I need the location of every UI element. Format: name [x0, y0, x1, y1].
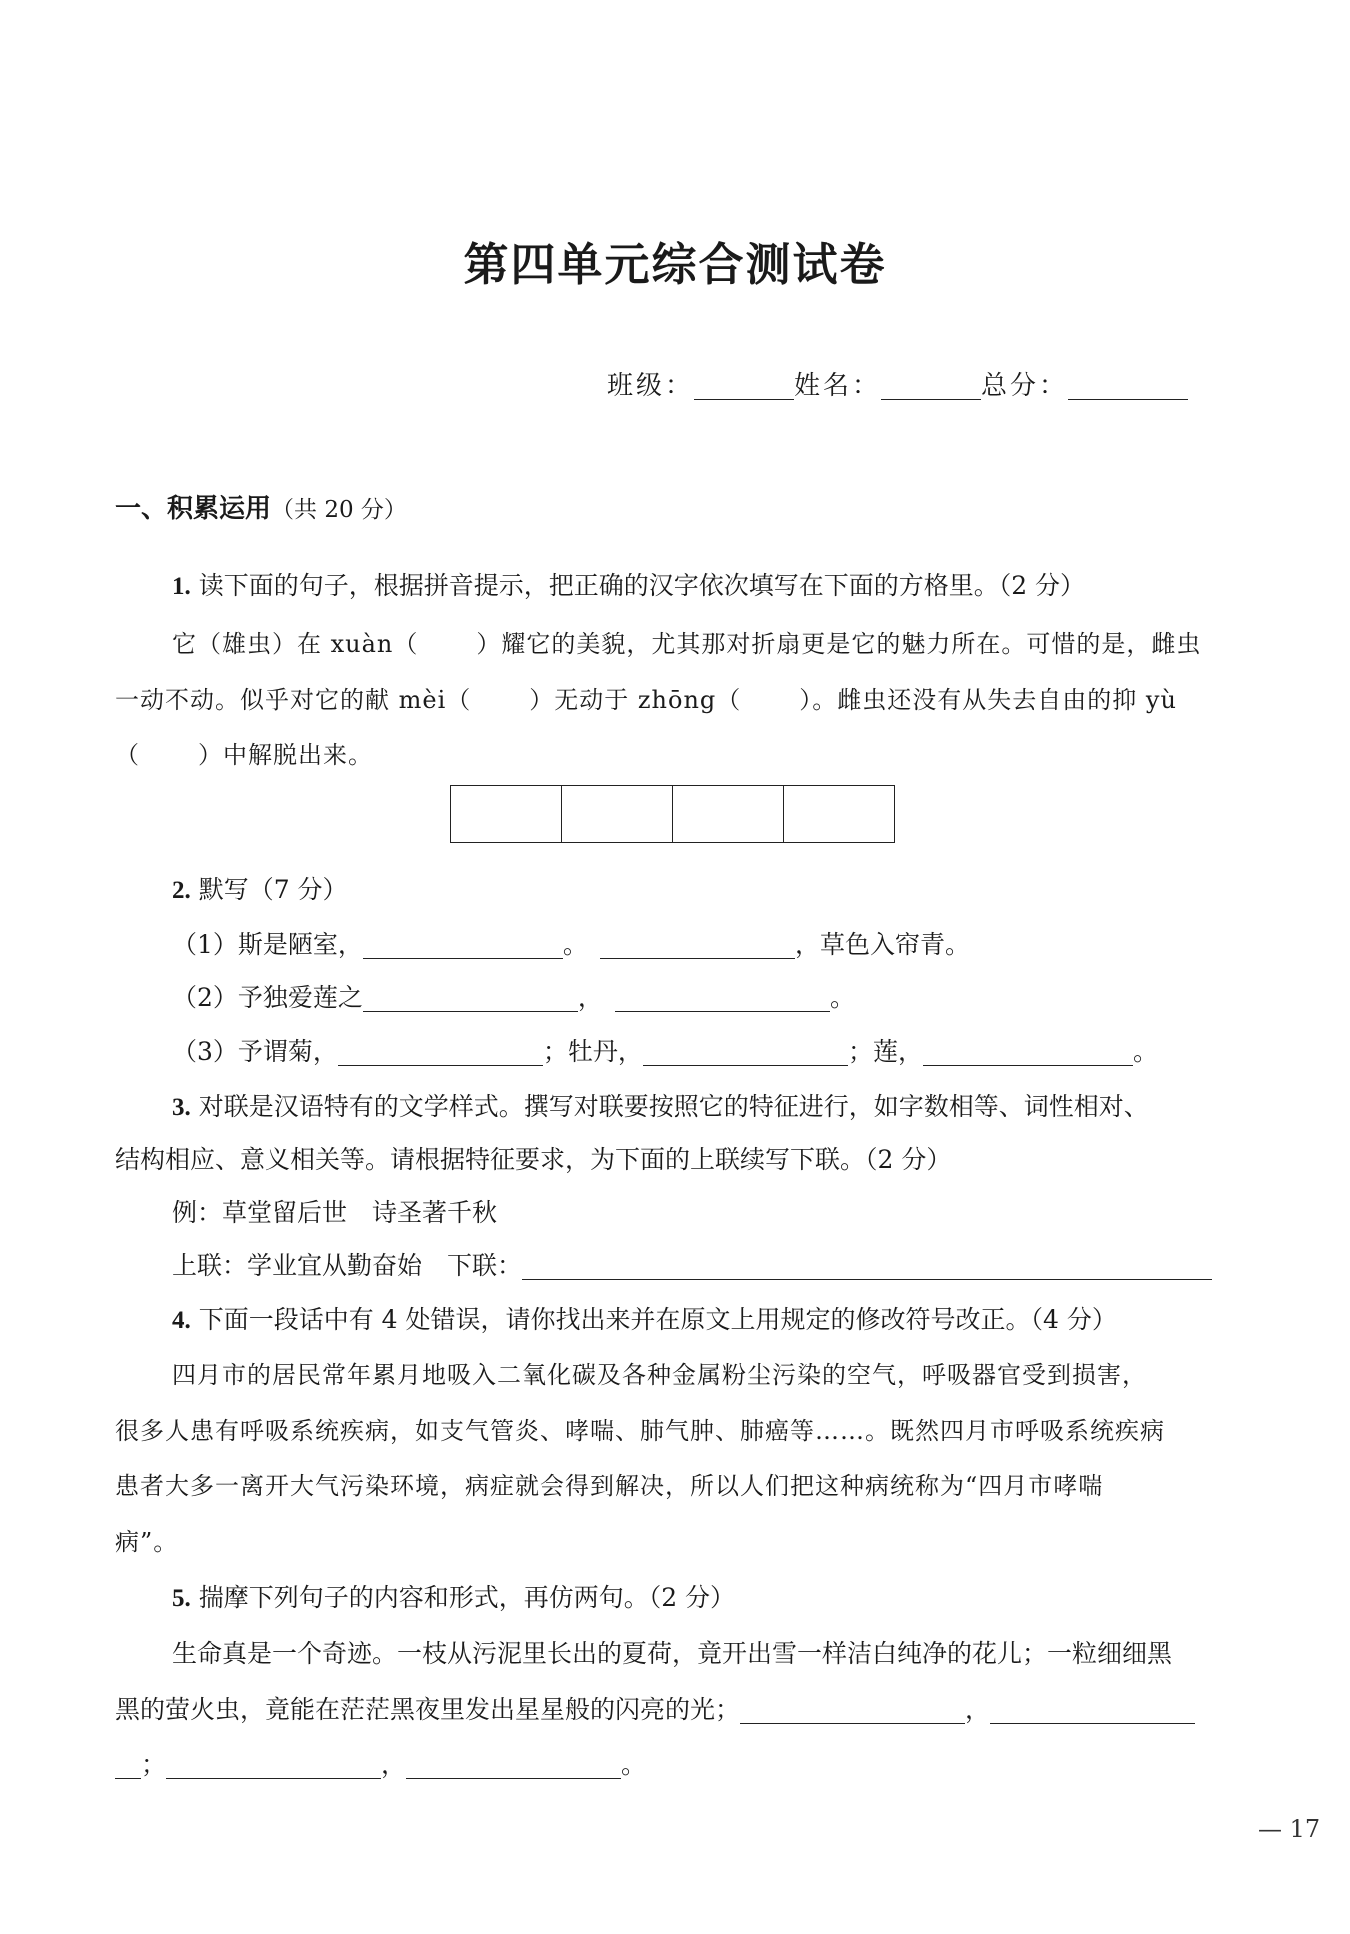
q5-prompt: 5. 揣摩下列句子的内容和形式，再仿两句。（2 分） — [172, 1583, 736, 1612]
q1-line2: 一动不动。似乎对它的献 mèi（ ）无动于 zhōng（ ）。雌虫还没有从失去自由的抑 yù — [115, 686, 1177, 714]
dictation-blank[interactable] — [615, 985, 830, 1012]
imitation-blank[interactable] — [406, 1752, 621, 1779]
q1-line3: （ ）中解脱出来。 — [115, 741, 373, 769]
q4-p4: 病”。 — [115, 1528, 179, 1556]
imitation-blank[interactable] — [115, 1752, 141, 1779]
name-label: 姓名： — [794, 371, 882, 401]
score-blank[interactable] — [1068, 373, 1188, 400]
q2-line2: （2）予独爱莲之 ， 。 — [172, 983, 855, 1012]
name-blank[interactable] — [881, 373, 981, 400]
q3-line2: 结构相应、意义相关等。请根据特征要求，为下面的上联续写下联。（2 分） — [115, 1145, 952, 1174]
q1-line1: 它（雄虫）在 xuàn（ ）耀它的美貌，尤其那对折扇更是它的魅力所在。可惜的是，雌虫 — [172, 630, 1202, 658]
dictation-blank[interactable] — [923, 1039, 1133, 1066]
score-label: 总分： — [981, 371, 1069, 401]
q5-line3: ； ， 。 — [115, 1745, 646, 1781]
q1-prompt: 1. 读下面的句子，根据拼音提示，把正确的汉字依次填写在下面的方格里。（2 分） — [172, 571, 1086, 600]
q5-line1: 生命真是一个奇迹。一枝从污泥里长出的夏荷，竟开出雪一样洁白纯净的花儿；一粒细细黑 — [172, 1639, 1173, 1668]
answer-cell[interactable] — [784, 786, 894, 842]
q3-example: 例：草堂留后世 诗圣著千秋 — [172, 1198, 498, 1227]
section-heading: 一、积累运用（共 20 分） — [115, 494, 407, 524]
q2-prompt: 2. 默写（7 分） — [172, 875, 348, 904]
q3-upper: 上联：学业宜从勤奋始 下联： — [172, 1246, 1212, 1282]
q2-line3: （3）予谓菊， ；牡丹， ；莲， 。 — [172, 1037, 1158, 1066]
dictation-blank[interactable] — [363, 985, 578, 1012]
q4-p1: 四月市的居民常年累月地吸入二氧化碳及各种金属粉尘污染的空气，呼吸器官受到损害， — [172, 1361, 1147, 1389]
dictation-blank[interactable] — [338, 1039, 543, 1066]
q3-line1: 3. 对联是汉语特有的文学样式。撰写对联要按照它的特征进行，如字数相等、词性相对、 — [172, 1092, 1149, 1121]
imitation-blank[interactable] — [740, 1697, 965, 1724]
page-number: — 17 — [1258, 1815, 1321, 1843]
student-info — [607, 365, 1188, 402]
imitation-blank[interactable] — [166, 1752, 381, 1779]
class-blank[interactable] — [694, 373, 794, 400]
page-title: 第四单元综合测试卷 — [463, 238, 887, 291]
dictation-blank[interactable] — [600, 932, 795, 959]
answer-grid — [450, 785, 895, 843]
class-label: 班级： — [607, 371, 695, 401]
q2-line1: （1）斯是陋室， 。 ，草色入帘青。 — [172, 930, 970, 959]
dictation-blank[interactable] — [363, 932, 563, 959]
q4-p3: 患者大多一离开大气污染环境，病症就会得到解决，所以人们把这种病统称为“四月市哮喘 — [115, 1472, 1104, 1500]
dictation-blank[interactable] — [643, 1039, 848, 1066]
q4-p2: 很多人患有呼吸系统疾病，如支气管炎、哮喘、肺气肿、肺癌等……。既然四月市呼吸系统疾病 — [115, 1417, 1165, 1445]
q5-line2: 黑的萤火虫，竟能在茫茫黑夜里发出星星般的闪亮的光； ， — [115, 1690, 1195, 1726]
couplet-answer-blank[interactable] — [522, 1253, 1212, 1280]
imitation-blank[interactable] — [990, 1697, 1195, 1724]
answer-cell[interactable] — [562, 786, 673, 842]
answer-cell[interactable] — [451, 786, 562, 842]
q4-prompt: 4. 下面一段话中有 4 处错误，请你找出来并在原文上用规定的修改符号改正。（4 分） — [172, 1305, 1117, 1334]
answer-cell[interactable] — [673, 786, 784, 842]
